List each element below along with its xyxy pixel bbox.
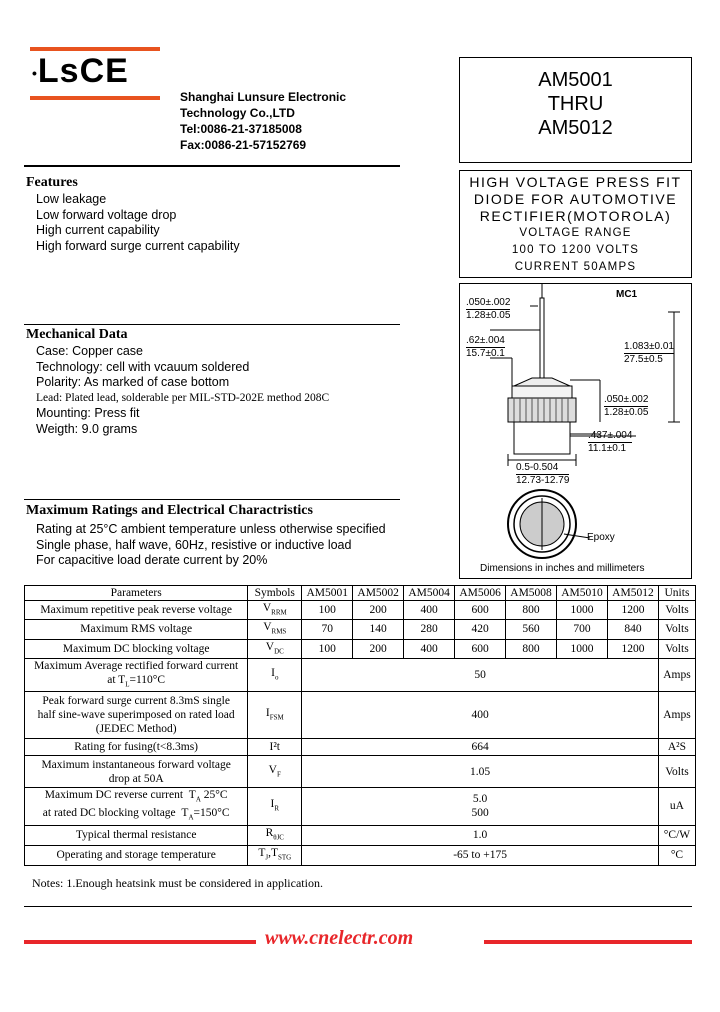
company-logo: •LsCE xyxy=(32,52,129,90)
symbol-sub: RMS xyxy=(271,627,287,636)
table-row xyxy=(25,639,696,658)
part-title-line1: AM5001 xyxy=(538,69,613,91)
value-cell: 280 xyxy=(404,620,455,639)
value-cell: 800 xyxy=(506,639,557,658)
symbol-text: V xyxy=(262,602,272,614)
symbol-cell xyxy=(248,845,302,865)
symbol-sub: STG xyxy=(278,853,292,862)
epoxy-label: Epoxy xyxy=(587,532,615,543)
param-part: 25°C xyxy=(200,789,228,802)
value-cell: 70 xyxy=(302,620,353,639)
value-cell: 664 xyxy=(302,739,659,756)
table-row xyxy=(25,825,696,845)
symbol-text: ,T xyxy=(268,847,278,860)
table-row xyxy=(25,739,696,756)
value-cell: 800 xyxy=(506,601,557,620)
symbol-sub: RRM xyxy=(271,608,287,617)
package-drawing xyxy=(460,284,691,578)
dim-text: 27.5±0.5 xyxy=(624,354,663,365)
header-cell: AM5006 xyxy=(455,586,506,601)
param-cell: Maximum DC blocking voltage xyxy=(25,639,248,658)
dim-text: .050±.002 xyxy=(466,297,511,308)
unit-cell: Amps xyxy=(658,692,695,739)
dim-text: .050±.002 xyxy=(604,394,649,405)
header-cell: AM5012 xyxy=(607,586,658,601)
mechanical-list xyxy=(36,344,329,438)
param-cell xyxy=(25,692,248,739)
table-row xyxy=(25,756,696,788)
company-name-1: Shanghai Lunsure Electronic xyxy=(180,90,347,104)
value-text: 5.0 xyxy=(472,793,488,806)
param-text xyxy=(26,673,246,691)
param-cell: Maximum repetitive peak reverse voltage xyxy=(25,601,248,620)
value-cell: 1.05 xyxy=(302,756,659,788)
description-box xyxy=(459,170,692,278)
param-sub: A xyxy=(195,795,201,804)
unit-cell: Volts xyxy=(658,601,695,620)
mech-item: Case: Copper case xyxy=(36,344,144,358)
header-cell: Symbols xyxy=(248,586,302,601)
symbol-cell xyxy=(248,825,302,845)
param-text: (JEDEC Method) xyxy=(95,723,177,736)
figure-caption: Dimensions in inches and millimeters xyxy=(480,563,645,574)
symbol-sub: FSM xyxy=(269,713,284,722)
param-cell xyxy=(25,788,248,826)
symbol-text: R xyxy=(265,827,274,840)
dim-text: 11.1±0.1 xyxy=(588,443,627,454)
param-part: at rated DC blocking voltage xyxy=(42,807,176,820)
param-cell: Typical thermal resistance xyxy=(25,825,248,845)
table-row xyxy=(25,620,696,639)
unit-cell: A²S xyxy=(658,739,695,756)
symbol-cell: I²t xyxy=(248,739,302,756)
param-part: T xyxy=(188,789,196,802)
mech-item: Lead: Plated lead, solderable per MIL-STD-202E method 208C xyxy=(36,391,330,404)
case-base xyxy=(514,422,570,454)
value-cell: 100 xyxy=(302,601,353,620)
table-row xyxy=(25,601,696,620)
symbol-cell xyxy=(248,788,302,826)
logo-bar-top xyxy=(30,47,160,51)
mech-item: Technology: cell with vcauum soldered xyxy=(36,359,250,374)
feature-item: High current capability xyxy=(36,223,160,238)
header-cell: AM5008 xyxy=(506,586,557,601)
header-cell: Parameters xyxy=(25,586,248,601)
part-title-line3: AM5012 xyxy=(538,117,613,139)
dim-label xyxy=(588,430,632,455)
ratings-line2: Single phase, half wave, 60Hz, resistive or inductive load xyxy=(36,537,352,552)
param-cell: Operating and storage temperature xyxy=(25,845,248,865)
param-part: T xyxy=(181,807,189,820)
unit-cell: Volts xyxy=(658,639,695,658)
symbol-sub: DC xyxy=(274,646,284,655)
value-cell: 200 xyxy=(353,601,404,620)
dim-text: 0.5-0.504 xyxy=(516,462,569,475)
unit-cell: uA xyxy=(658,788,695,826)
header-cell: AM5002 xyxy=(353,586,404,601)
divider-mech xyxy=(24,324,400,325)
param-text: drop at 50A xyxy=(108,772,164,785)
desc-line2: DIODE FOR AUTOMOTIVE xyxy=(473,191,678,207)
body-cone xyxy=(514,378,570,386)
header-cell: AM5010 xyxy=(557,586,608,601)
param-text: Maximum instantaneous forward voltage xyxy=(41,758,231,771)
param-text: Peak forward surge current 8.3mS single xyxy=(42,695,230,708)
desc-line3: RECTIFIER(MOTOROLA) xyxy=(479,208,672,224)
symbol-text: I xyxy=(265,707,270,720)
value-cell: 1200 xyxy=(607,639,658,658)
symbol-sub: θJC xyxy=(273,833,284,842)
notes-text: Notes: 1.Enough heatsink must be considered in application. xyxy=(32,876,323,890)
table-row xyxy=(25,845,696,865)
value-cell xyxy=(302,788,659,826)
desc-line6: CURRENT 50AMPS xyxy=(514,261,637,273)
param-sub: A xyxy=(188,813,194,822)
header-cell: AM5004 xyxy=(404,586,455,601)
value-text: 500 xyxy=(471,807,489,820)
mechanical-title: Mechanical Data xyxy=(26,327,128,342)
dim-text: 1.28±0.05 xyxy=(466,310,511,321)
param-sub: L xyxy=(125,680,130,689)
footer-bar-right xyxy=(484,940,692,944)
unit-cell: °C xyxy=(658,845,695,865)
dim-label xyxy=(466,335,505,360)
value-cell: 600 xyxy=(455,639,506,658)
symbol-cell xyxy=(248,756,302,788)
value-cell: 560 xyxy=(506,620,557,639)
divider-ratings xyxy=(24,499,400,500)
value-cell: 400 xyxy=(404,601,455,620)
unit-cell: Amps xyxy=(658,658,695,691)
param-cell: Rating for fusing(t<8.3ms) xyxy=(25,739,248,756)
feature-item: Low forward voltage drop xyxy=(36,207,177,222)
symbol-sub: F xyxy=(276,769,281,778)
symbol-sub: R xyxy=(274,804,280,813)
value-cell: 400 xyxy=(404,639,455,658)
symbol-text: I xyxy=(271,666,275,679)
symbol-cell xyxy=(248,658,302,691)
features-title: Features xyxy=(26,175,78,190)
value-cell: 1000 xyxy=(557,601,608,620)
divider-top xyxy=(24,165,400,167)
value-cell: 400 xyxy=(302,692,659,739)
param-part: at T xyxy=(107,673,126,686)
param-part: Maximum DC reverse current xyxy=(44,789,184,802)
dim-text: 15.7±0.1 xyxy=(466,348,505,359)
desc-line4: VOLTAGE RANGE xyxy=(519,227,632,239)
symbol-cell xyxy=(248,620,302,639)
symbol-sub: J xyxy=(265,853,269,862)
ratings-notes xyxy=(36,522,386,569)
value-cell: 140 xyxy=(353,620,404,639)
unit-cell: Volts xyxy=(658,756,695,788)
value-cell: 1200 xyxy=(607,601,658,620)
desc-line1: HIGH VOLTAGE PRESS FIT xyxy=(469,174,682,190)
unit-cell: Volts xyxy=(658,620,695,639)
company-fax: Fax:0086-21-57152769 xyxy=(180,138,307,152)
mech-item: Mounting: Press fit xyxy=(36,406,140,421)
param-text: half sine-wave superimposed on rated load xyxy=(37,709,235,722)
dim-text: 1.28±0.05 xyxy=(604,407,649,418)
symbol-cell xyxy=(248,692,302,739)
feature-item: High forward surge current capability xyxy=(36,238,240,253)
dim-text: .437±.004 xyxy=(588,430,633,441)
header-cell: AM5001 xyxy=(302,586,353,601)
website-link[interactable]: www.cnelectr.com xyxy=(265,927,414,949)
features-list xyxy=(36,192,240,254)
ratings-line3: For capacitive load derate current by 20% xyxy=(36,553,268,568)
param-text: Maximum Average rectified forward current xyxy=(34,659,239,672)
company-tel: Tel:0086-21-37185008 xyxy=(180,122,302,136)
value-cell: -65 to +175 xyxy=(302,845,659,865)
symbol-sub: o xyxy=(274,673,279,682)
package-figure xyxy=(459,283,692,579)
value-cell: 100 xyxy=(302,639,353,658)
param-part: =110°C xyxy=(129,673,166,686)
value-cell: 700 xyxy=(557,620,608,639)
symbol-cell xyxy=(248,601,302,620)
dim-label xyxy=(604,394,648,419)
company-info xyxy=(180,89,346,153)
symbol-text: T xyxy=(258,847,266,860)
param-cell xyxy=(25,658,248,691)
param-cell: Maximum RMS voltage xyxy=(25,620,248,639)
table-row xyxy=(25,658,696,691)
feature-item: Low leakage xyxy=(36,192,107,206)
param-cell xyxy=(25,756,248,788)
dim-text: .62±.004 xyxy=(466,335,505,346)
value-cell: 50 xyxy=(302,658,659,691)
param-text xyxy=(26,806,246,824)
header-cell: Units xyxy=(658,586,695,601)
value-cell: 1.0 xyxy=(302,825,659,845)
value-cell: 200 xyxy=(353,639,404,658)
table-row xyxy=(25,788,696,826)
symbol-text: V xyxy=(268,763,277,776)
symbol-text: I xyxy=(270,798,275,811)
footer-bar-left xyxy=(24,940,256,944)
dim-label xyxy=(624,341,674,366)
dim-label xyxy=(516,462,569,487)
symbol-cell xyxy=(248,639,302,658)
body-cap xyxy=(512,386,572,398)
value-cell: 420 xyxy=(455,620,506,639)
logo-bar-bottom xyxy=(30,96,160,100)
ratings-title: Maximum Ratings and Electrical Charactristics xyxy=(26,503,313,518)
dim-label xyxy=(466,297,510,322)
symbol-text: V xyxy=(263,621,272,634)
ratings-line1: Rating at 25°C ambient temperature unless otherwise specified xyxy=(36,522,386,536)
mech-item: Weigth: 9.0 grams xyxy=(36,421,138,436)
lead-wire xyxy=(540,298,544,378)
desc-line5: 100 TO 1200 VOLTS xyxy=(511,244,640,256)
unit-cell: °C/W xyxy=(658,825,695,845)
value-cell: 600 xyxy=(455,601,506,620)
dim-text: 12.73-12.79 xyxy=(516,475,570,486)
divider-bottom xyxy=(24,906,692,907)
mech-item: Polarity: As marked of case bottom xyxy=(36,375,230,390)
dim-text: 1.083±0.01 xyxy=(624,341,674,352)
value-cell: 840 xyxy=(607,620,658,639)
ratings-table xyxy=(24,585,696,866)
part-title-box xyxy=(459,57,692,163)
part-title-line2: THRU xyxy=(547,93,604,115)
symbol-text: V xyxy=(265,640,275,653)
company-name-2: Technology Co.,LTD xyxy=(180,106,295,120)
param-text xyxy=(26,788,246,806)
knurled-ring xyxy=(508,398,576,422)
package-label: MC1 xyxy=(616,289,638,300)
table-row xyxy=(25,692,696,739)
param-part: =150°C xyxy=(193,807,230,820)
value-cell: 1000 xyxy=(557,639,608,658)
table-header-row xyxy=(25,586,696,601)
